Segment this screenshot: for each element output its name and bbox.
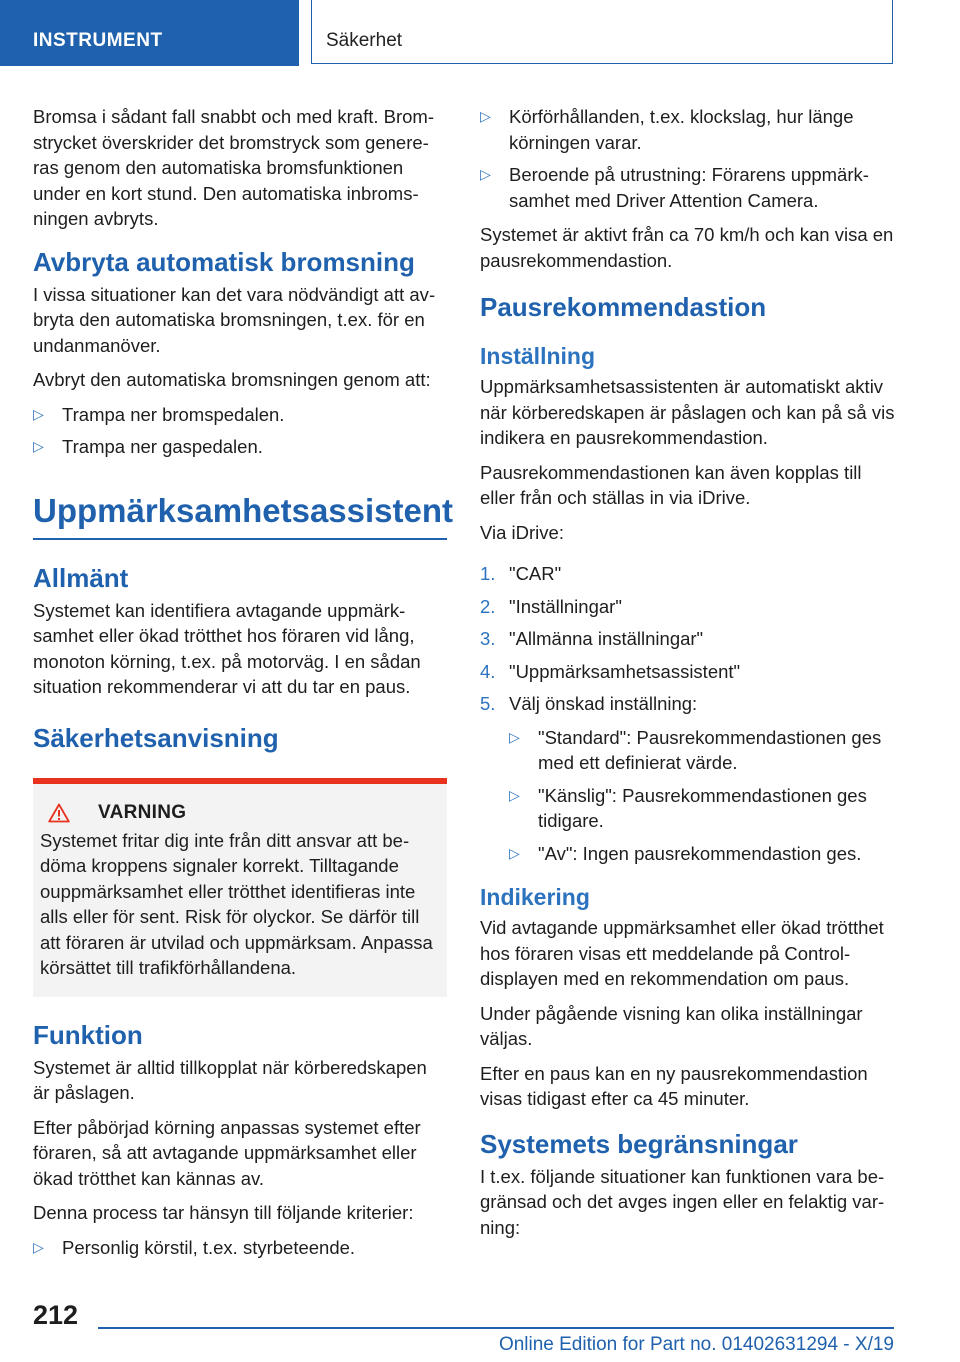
list-item: ▷ "Standard": Pausrekommendastionen ges med ett definierat värde. xyxy=(509,725,896,776)
setting-heading: Inställning xyxy=(480,343,595,369)
list-item: ▷ Trampa ner bromspedalen. xyxy=(33,402,447,428)
criteria-list-right xyxy=(480,104,896,213)
abort-list xyxy=(33,402,447,460)
options-list xyxy=(509,725,896,867)
function-paragraph-1: Systemet är alltid tillkopplat när körberedskapen är påslagen. xyxy=(33,1056,427,1103)
warning-text: Systemet fritar dig inte från ditt ansvar att bedöma kroppens signaler korrekt. Tilltagande ouppmärksamhet eller trötthet identifieras inte alls eller för sent. Risk för olyckor. Se därför till att föraren är utvilad och uppmärksam. Anpassa körsättet till trafikförhållandena. xyxy=(40,829,433,978)
indication-paragraph-3: Efter en paus kan en ny pausrekommendastion visas tidigast efter ca 45 minuter. xyxy=(480,1062,868,1109)
right-column xyxy=(480,104,896,1249)
setting-paragraph-2: Pausrekommendastionen kan även kopplas till eller från och ställas in via iDrive. xyxy=(480,461,862,508)
main-heading: Uppmärksamhetsassistent xyxy=(33,488,447,540)
chapter-header xyxy=(311,0,893,64)
chapter-title: Säkerhet xyxy=(326,30,403,51)
function-paragraph-3: Denna process tar hänsyn till följande kriterier: xyxy=(33,1202,414,1223)
section-title: INSTRUMENT xyxy=(33,30,163,51)
function-paragraph-2: Efter påbörjad körning anpassas systemet efter föraren, så att avtagande uppmärksamhet eller ökad trötthet kan kännas av. xyxy=(33,1116,421,1189)
abort-braking-heading: Avbryta automatisk bromsning xyxy=(33,246,415,277)
criteria-list-left xyxy=(33,1235,447,1261)
indication-paragraph-2: Under pågående visning kan olika inställningar väljas. xyxy=(480,1002,863,1049)
list-item: ▷ Körförhållanden, t.ex. klockslag, hur länge körningen varar. xyxy=(480,104,896,155)
setting-paragraph-1: Uppmärksamhetsassistenten är automatiskt aktiv när körberedskapen är påslagen och kan på så vis indikera en pausrekommendastion. xyxy=(480,376,895,448)
abort-paragraph-2: Avbryt den automatiska bromsningen genom att: xyxy=(33,369,431,390)
list-item: ▷ "Av": Ingen pausrekommendastion ges. xyxy=(509,841,896,867)
list-item: ▷ Personlig körstil, t.ex. styrbeteende. xyxy=(33,1235,447,1261)
pause-heading: Pausrekommendastion xyxy=(480,292,767,322)
warning-title-row xyxy=(48,802,439,824)
list-item: 5. Välj önskad inställning: ▷ "Standard": Pausrekommendastionen ges med ett definierat värde. ▷ "Känslig": Pausrekommendastionen ges tidigare. ▷ "Av": Ingen pausrekommendastion ges. xyxy=(480,691,896,866)
general-heading: Allmänt xyxy=(33,562,129,593)
function-heading: Funktion xyxy=(33,1019,143,1050)
list-item: 3. "Allmänna inställningar" xyxy=(480,628,704,649)
abort-paragraph-1: I vissa situationer kan det vara nödvändigt att avbryta den automatiska bromsningen, t.ex. för en undanmanöver. xyxy=(33,283,436,356)
via-idrive: Via iDrive: xyxy=(480,521,564,543)
list-item: 4. "Uppmärksamhetsassistent" xyxy=(480,660,741,682)
indication-paragraph-1: Vid avtagande uppmärksamhet eller ökad trötthet hos föraren visas ett meddelande på Control-displayen med en rekommendation om paus. xyxy=(480,917,884,989)
warning-triangle-icon xyxy=(48,803,70,823)
list-item: 1. "CAR" xyxy=(480,563,562,584)
list-item: 2. "Inställningar" xyxy=(480,595,622,617)
footer-divider xyxy=(98,1327,894,1329)
safety-heading: Säkerhetsanvisning xyxy=(33,722,279,753)
steps-list xyxy=(480,561,896,866)
left-column xyxy=(33,104,454,1269)
intro-paragraph: Bromsa i sådant fall snabbt och med kraft. Bromstrycket överskrider det bromstryck som genereras genom den automatiska bromsfunktionen under en kort stund. Den automatiska inbromsningen avbryts. xyxy=(33,106,435,229)
general-paragraph: Systemet kan identifiera avtagande uppmärksamhet eller ökad trötthet hos föraren vid lång, monoton körning, t.ex. på motorväg. I en sådan situation rekommenderar vi att du tar en paus. xyxy=(33,599,421,697)
warning-box xyxy=(33,778,447,997)
list-item: ▷ Beroende på utrustning: Förarens uppmärksamhet med Driver Attention Camera. xyxy=(480,162,896,213)
list-item: ▷ Trampa ner gaspedalen. xyxy=(33,434,447,460)
page-number: 212 xyxy=(33,1300,79,1330)
limits-heading: Systemets begränsningar xyxy=(480,1128,798,1159)
section-tab xyxy=(0,0,299,66)
limits-paragraph: I t.ex. följande situationer kan funktionen vara begränsad och det avges ingen eller en felaktig varning: xyxy=(480,1165,885,1238)
indication-heading: Indikering xyxy=(480,884,590,910)
active-paragraph: Systemet är aktivt från ca 70 km/h och kan visa en pausrekommendastion. xyxy=(480,224,894,271)
list-item: ▷ "Känslig": Pausrekommendastionen ges tidigare. xyxy=(509,783,896,834)
footer-edition: Online Edition for Part no. 01402631294 - X/19 xyxy=(498,1334,894,1355)
warning-title: VARNING xyxy=(98,801,187,823)
